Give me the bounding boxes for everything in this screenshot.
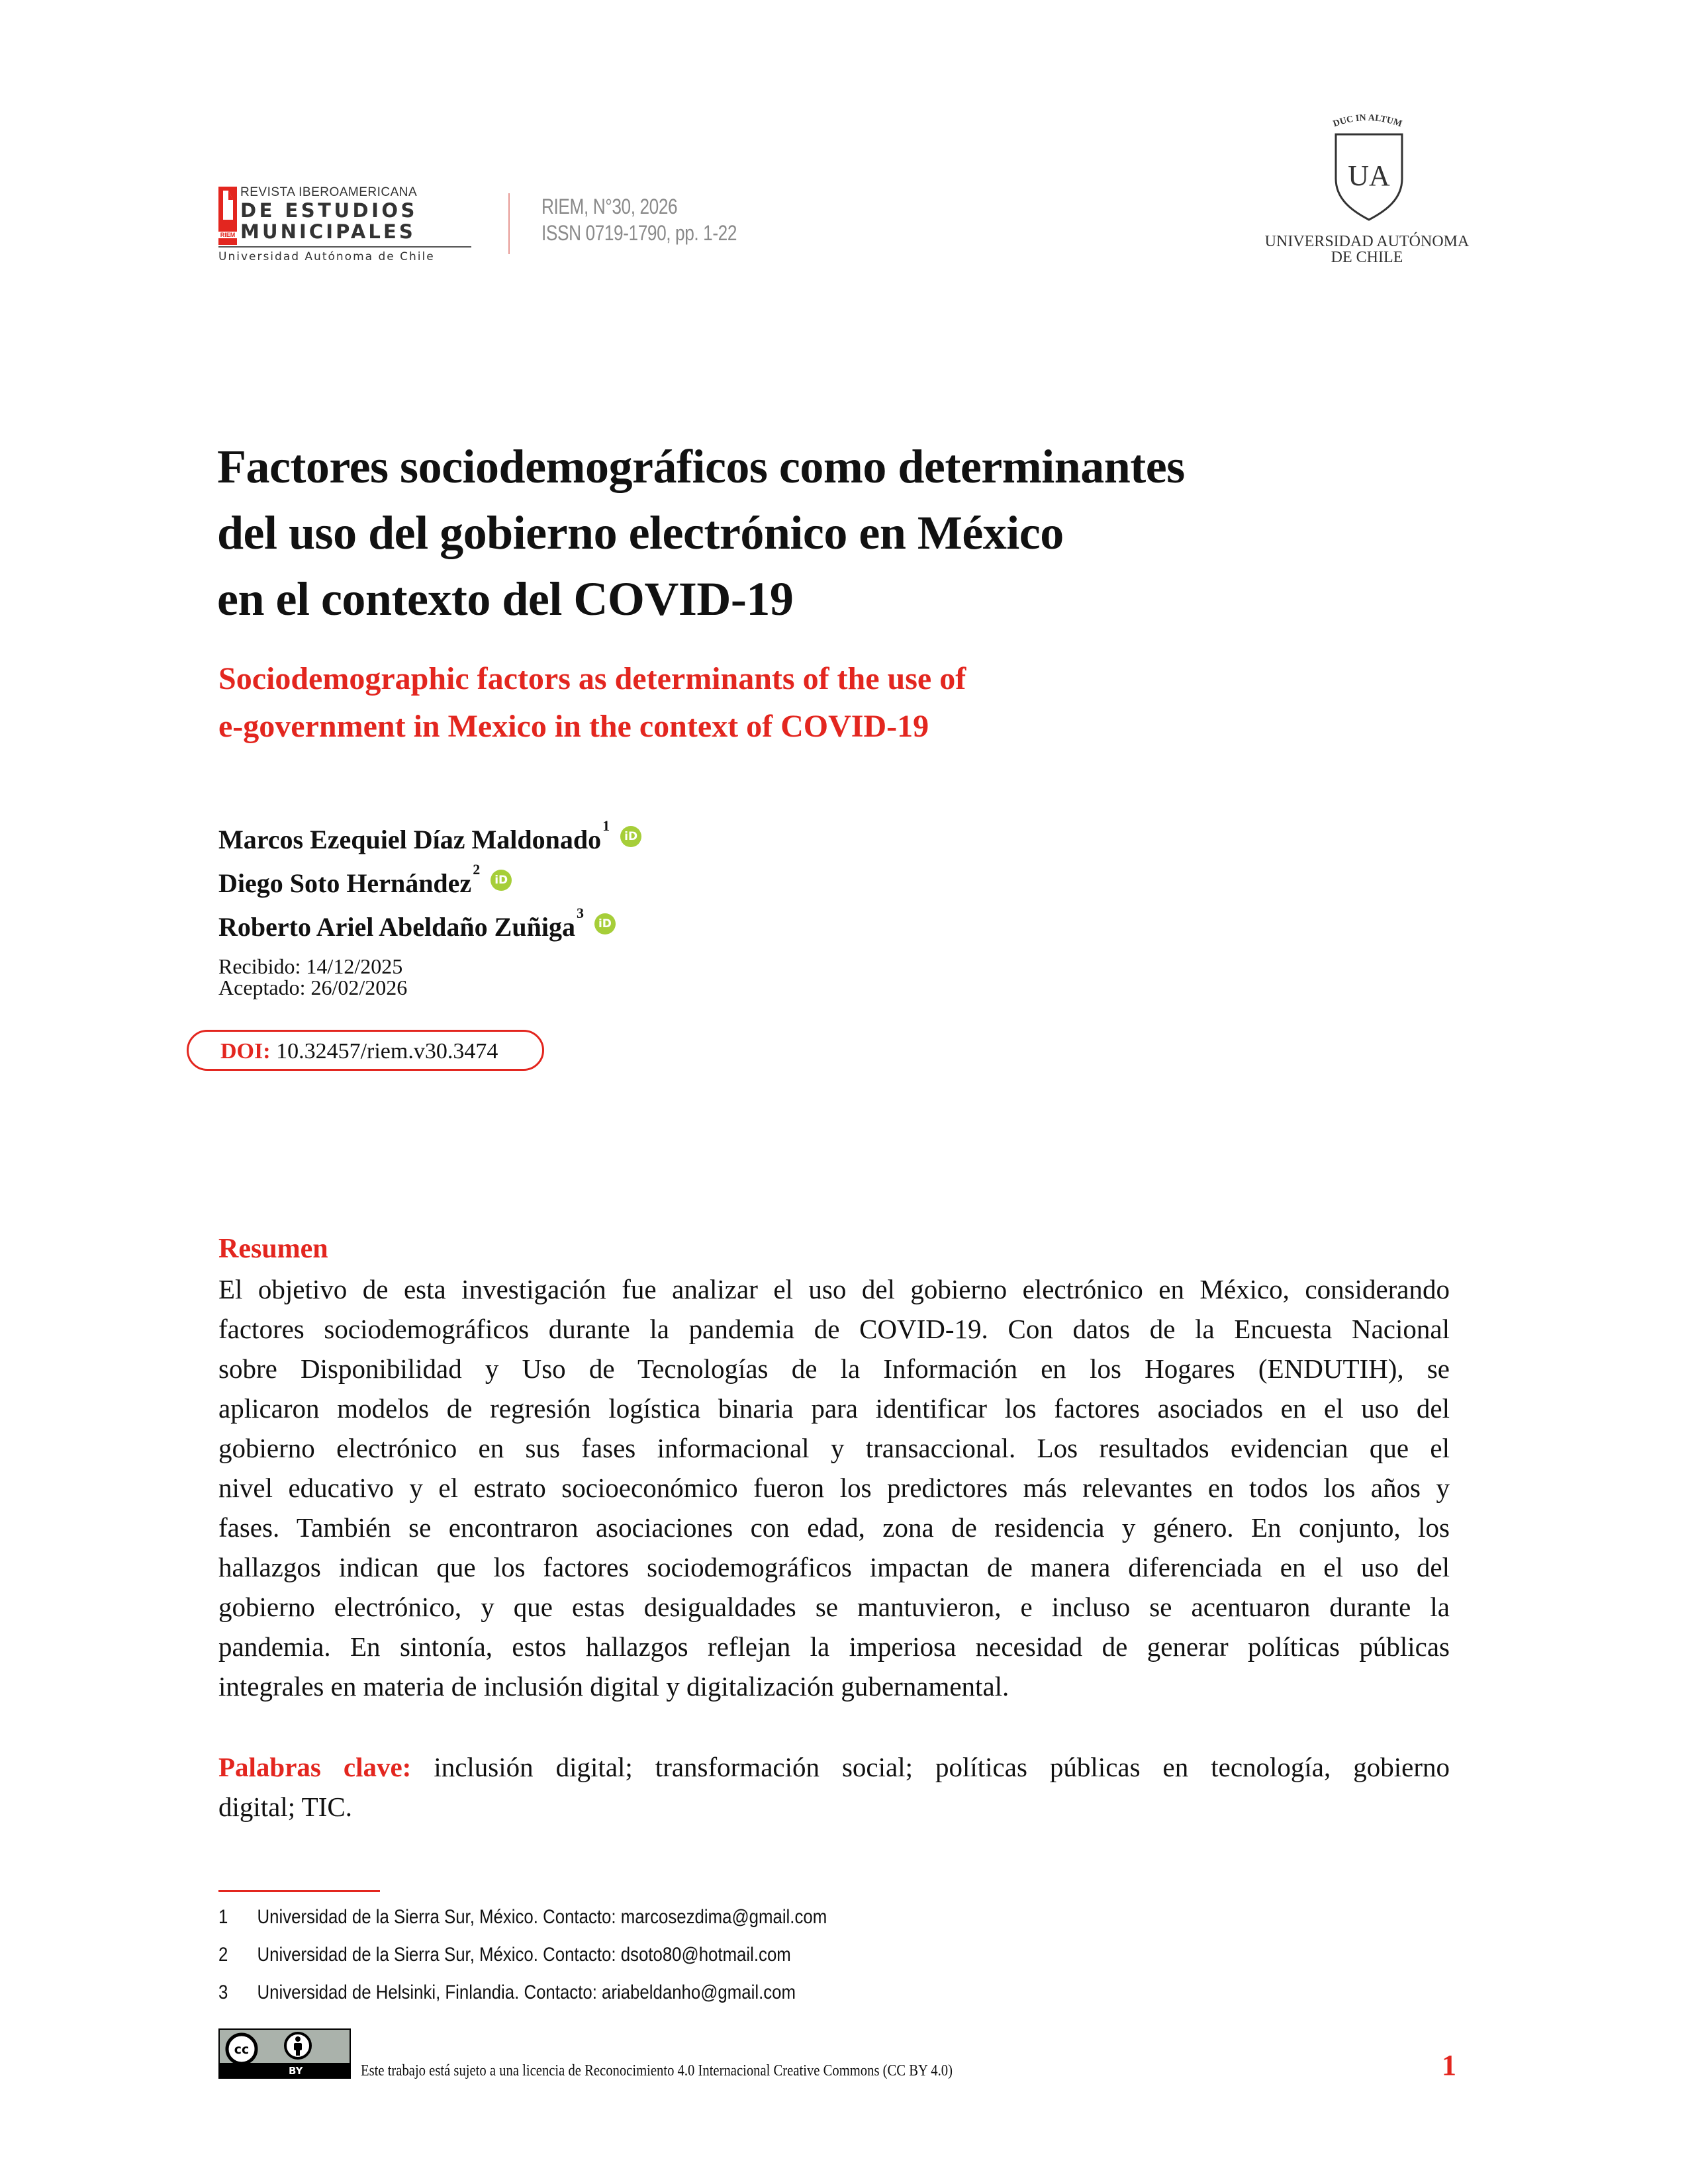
by-label: BY — [289, 2065, 303, 2077]
abstract-line: integrales en materia de inclusión digital y digitalización gubernamental. — [218, 1671, 1009, 1702]
attribution-person-icon — [283, 2031, 312, 2060]
orcid-label: iD — [624, 830, 638, 843]
footnote — [218, 1936, 827, 1974]
footnote-text: Universidad de Helsinki, Finlandia. Contacto: ariabeldanho@gmail.com — [257, 1981, 796, 2003]
footnotes — [218, 1898, 926, 2011]
journal-info — [541, 193, 737, 246]
doi-box[interactable] — [187, 1030, 544, 1071]
journal-publisher: Universidad Autónoma de Chile — [218, 250, 435, 263]
abstract-line: pandemia. En sintonía, estos hallazgos reflejan la imperiosa necesidad de generar políticas públicas — [218, 1631, 1450, 1662]
creative-commons-icon — [225, 2032, 258, 2066]
author-name: Marcos Ezequiel Díaz Maldonado — [218, 825, 602, 854]
journal-issn: ISSN 0719-1790, pp. 1-22 — [541, 221, 737, 245]
abstract-line: sobre Disponibilidad y Uso de Tecnologías de la Información en los Hogares (ENDUTIH), se — [218, 1353, 1450, 1384]
keywords-text: inclusión digital; transformación social; políticas públicas en tecnología, gobierno — [434, 1752, 1450, 1782]
received-date: Recibido: 14/12/2025 — [218, 954, 403, 978]
orcid-label: iD — [494, 874, 508, 887]
shield-monogram: UA — [1348, 159, 1390, 192]
footnote-number: 2 — [218, 1944, 228, 1966]
author-list — [218, 817, 641, 954]
abstract-line: El objetivo de esta investigación fue analizar el uso del gobierno electrónico en México, considerando — [218, 1274, 1450, 1304]
abstract-line: factores sociodemográficos durante la pandemia de COVID-19. Con datos de la Encuesta Nacional — [218, 1314, 1450, 1344]
keywords — [218, 1747, 1450, 1827]
journal-name-line3: MUNICIPALES — [240, 220, 416, 243]
cc-text: cc — [234, 2042, 250, 2057]
accepted-date: Aceptado: 26/02/2026 — [218, 976, 408, 999]
footnote-rule — [218, 1890, 380, 1892]
shield-icon — [1334, 132, 1404, 222]
badge-bar — [220, 2063, 350, 2077]
footnote-text: Universidad de la Sierra Sur, México. Contacto: dsoto80@hotmail.com — [257, 1944, 791, 1966]
footnote-text: Universidad de la Sierra Sur, México. Contacto: marcosezdima@gmail.com — [257, 1906, 827, 1928]
author: Roberto Ariel Abeldaño Zuñiga $^3$ iD — [218, 911, 641, 954]
doi-link[interactable] — [220, 1038, 498, 1065]
journal-name-line2: DE ESTUDIOS — [240, 199, 418, 222]
abstract-line: nivel educativo y el estrato socioeconómico fueron los predictores más relevantes en todos los años y — [218, 1473, 1450, 1503]
doi-value: 10.32457/riem.v30.3474 — [276, 1039, 498, 1064]
author: Marcos Ezequiel Díaz Maldonado $^1$ iD — [218, 823, 641, 867]
motto-text: DUC IN ALTUM — [1332, 113, 1403, 130]
title-line: del uso del gobierno electrónico en México — [217, 506, 1064, 559]
article-subtitle-english — [218, 655, 1410, 751]
title-line: Factores sociodemográficos como determinantes — [217, 440, 1185, 493]
subtitle-line: Sociodemographic factors as determinants of the use of — [218, 661, 966, 696]
footnote — [218, 1974, 827, 2011]
svg-text:DUC IN ALTUM — [1332, 113, 1403, 129]
title-line: en el contexto del COVID-19 — [217, 572, 794, 625]
keywords-label: Palabras clave: — [218, 1752, 412, 1782]
university-name-line2: DE CHILE — [1331, 249, 1403, 266]
orcid-icon[interactable] — [491, 870, 512, 891]
license-text: Este trabajo está sujeto a una licencia de Reconocimiento 4.0 Internacional Creative Commons (CC BY 4.0) — [361, 2062, 953, 2079]
subtitle-line: e-government in Mexico in the context of COVID-19 — [218, 709, 929, 744]
abstract-line: aplicaron modelos de regresión logística binaria para identificar los factores asociados en el uso del — [218, 1393, 1450, 1424]
abstract-line: gobierno electrónico en sus fases informacional y transaccional. Los resultados evidencian que el — [218, 1433, 1450, 1463]
header-divider — [508, 193, 510, 254]
riem-mark-text: RIEM — [218, 232, 237, 238]
footnote-number: 1 — [218, 1906, 228, 1928]
folded-page-icon — [221, 189, 234, 229]
journal-logo — [218, 185, 470, 263]
journal-name-line1: REVISTA IBEROAMERICANA — [240, 185, 418, 199]
orcid-icon[interactable] — [594, 913, 616, 934]
footnote — [218, 1898, 827, 1936]
abstract-line: hallazgos indican que los factores sociodemográficos impactan de manera diferenciada en el uso del — [218, 1552, 1450, 1582]
university-name — [1258, 234, 1476, 265]
abstract-line: gobierno electrónico, y que estas desigualdades se mantuvieron, e incluso se acentuaron durante la — [218, 1592, 1450, 1622]
page-number: 1 — [1442, 2049, 1456, 2081]
author: Diego Soto Hernández $^2$ iD — [218, 867, 641, 911]
university-logo — [1258, 106, 1476, 265]
logo-rule — [218, 246, 471, 248]
footnote-number: 3 — [218, 1981, 228, 2003]
article-title — [217, 433, 1409, 632]
doi-label: DOI: — [220, 1039, 271, 1064]
orcid-icon[interactable] — [620, 826, 641, 847]
author-name: Roberto Ariel Abeldaño Zuñiga — [218, 912, 575, 942]
author-name: Diego Soto Hernández — [218, 868, 472, 898]
abstract-body — [218, 1269, 1450, 1706]
keywords-line: digital; TIC. — [218, 1792, 352, 1822]
keywords-line — [218, 1747, 1450, 1787]
orcid-label: iD — [598, 917, 612, 931]
university-name-line1: UNIVERSIDAD AUTÓNOMA — [1264, 233, 1470, 250]
university-motto — [1258, 106, 1476, 132]
abstract-line: fases. También se encontraron asociaciones con edad, zona de residencia y género. En conjunto, los — [218, 1512, 1450, 1543]
cc-by-license-badge[interactable] — [218, 2028, 351, 2079]
abstract-heading: Resumen — [218, 1234, 328, 1264]
submission-dates — [218, 956, 407, 998]
journal-issue: RIEM, N°30, 2026 — [541, 195, 678, 218]
